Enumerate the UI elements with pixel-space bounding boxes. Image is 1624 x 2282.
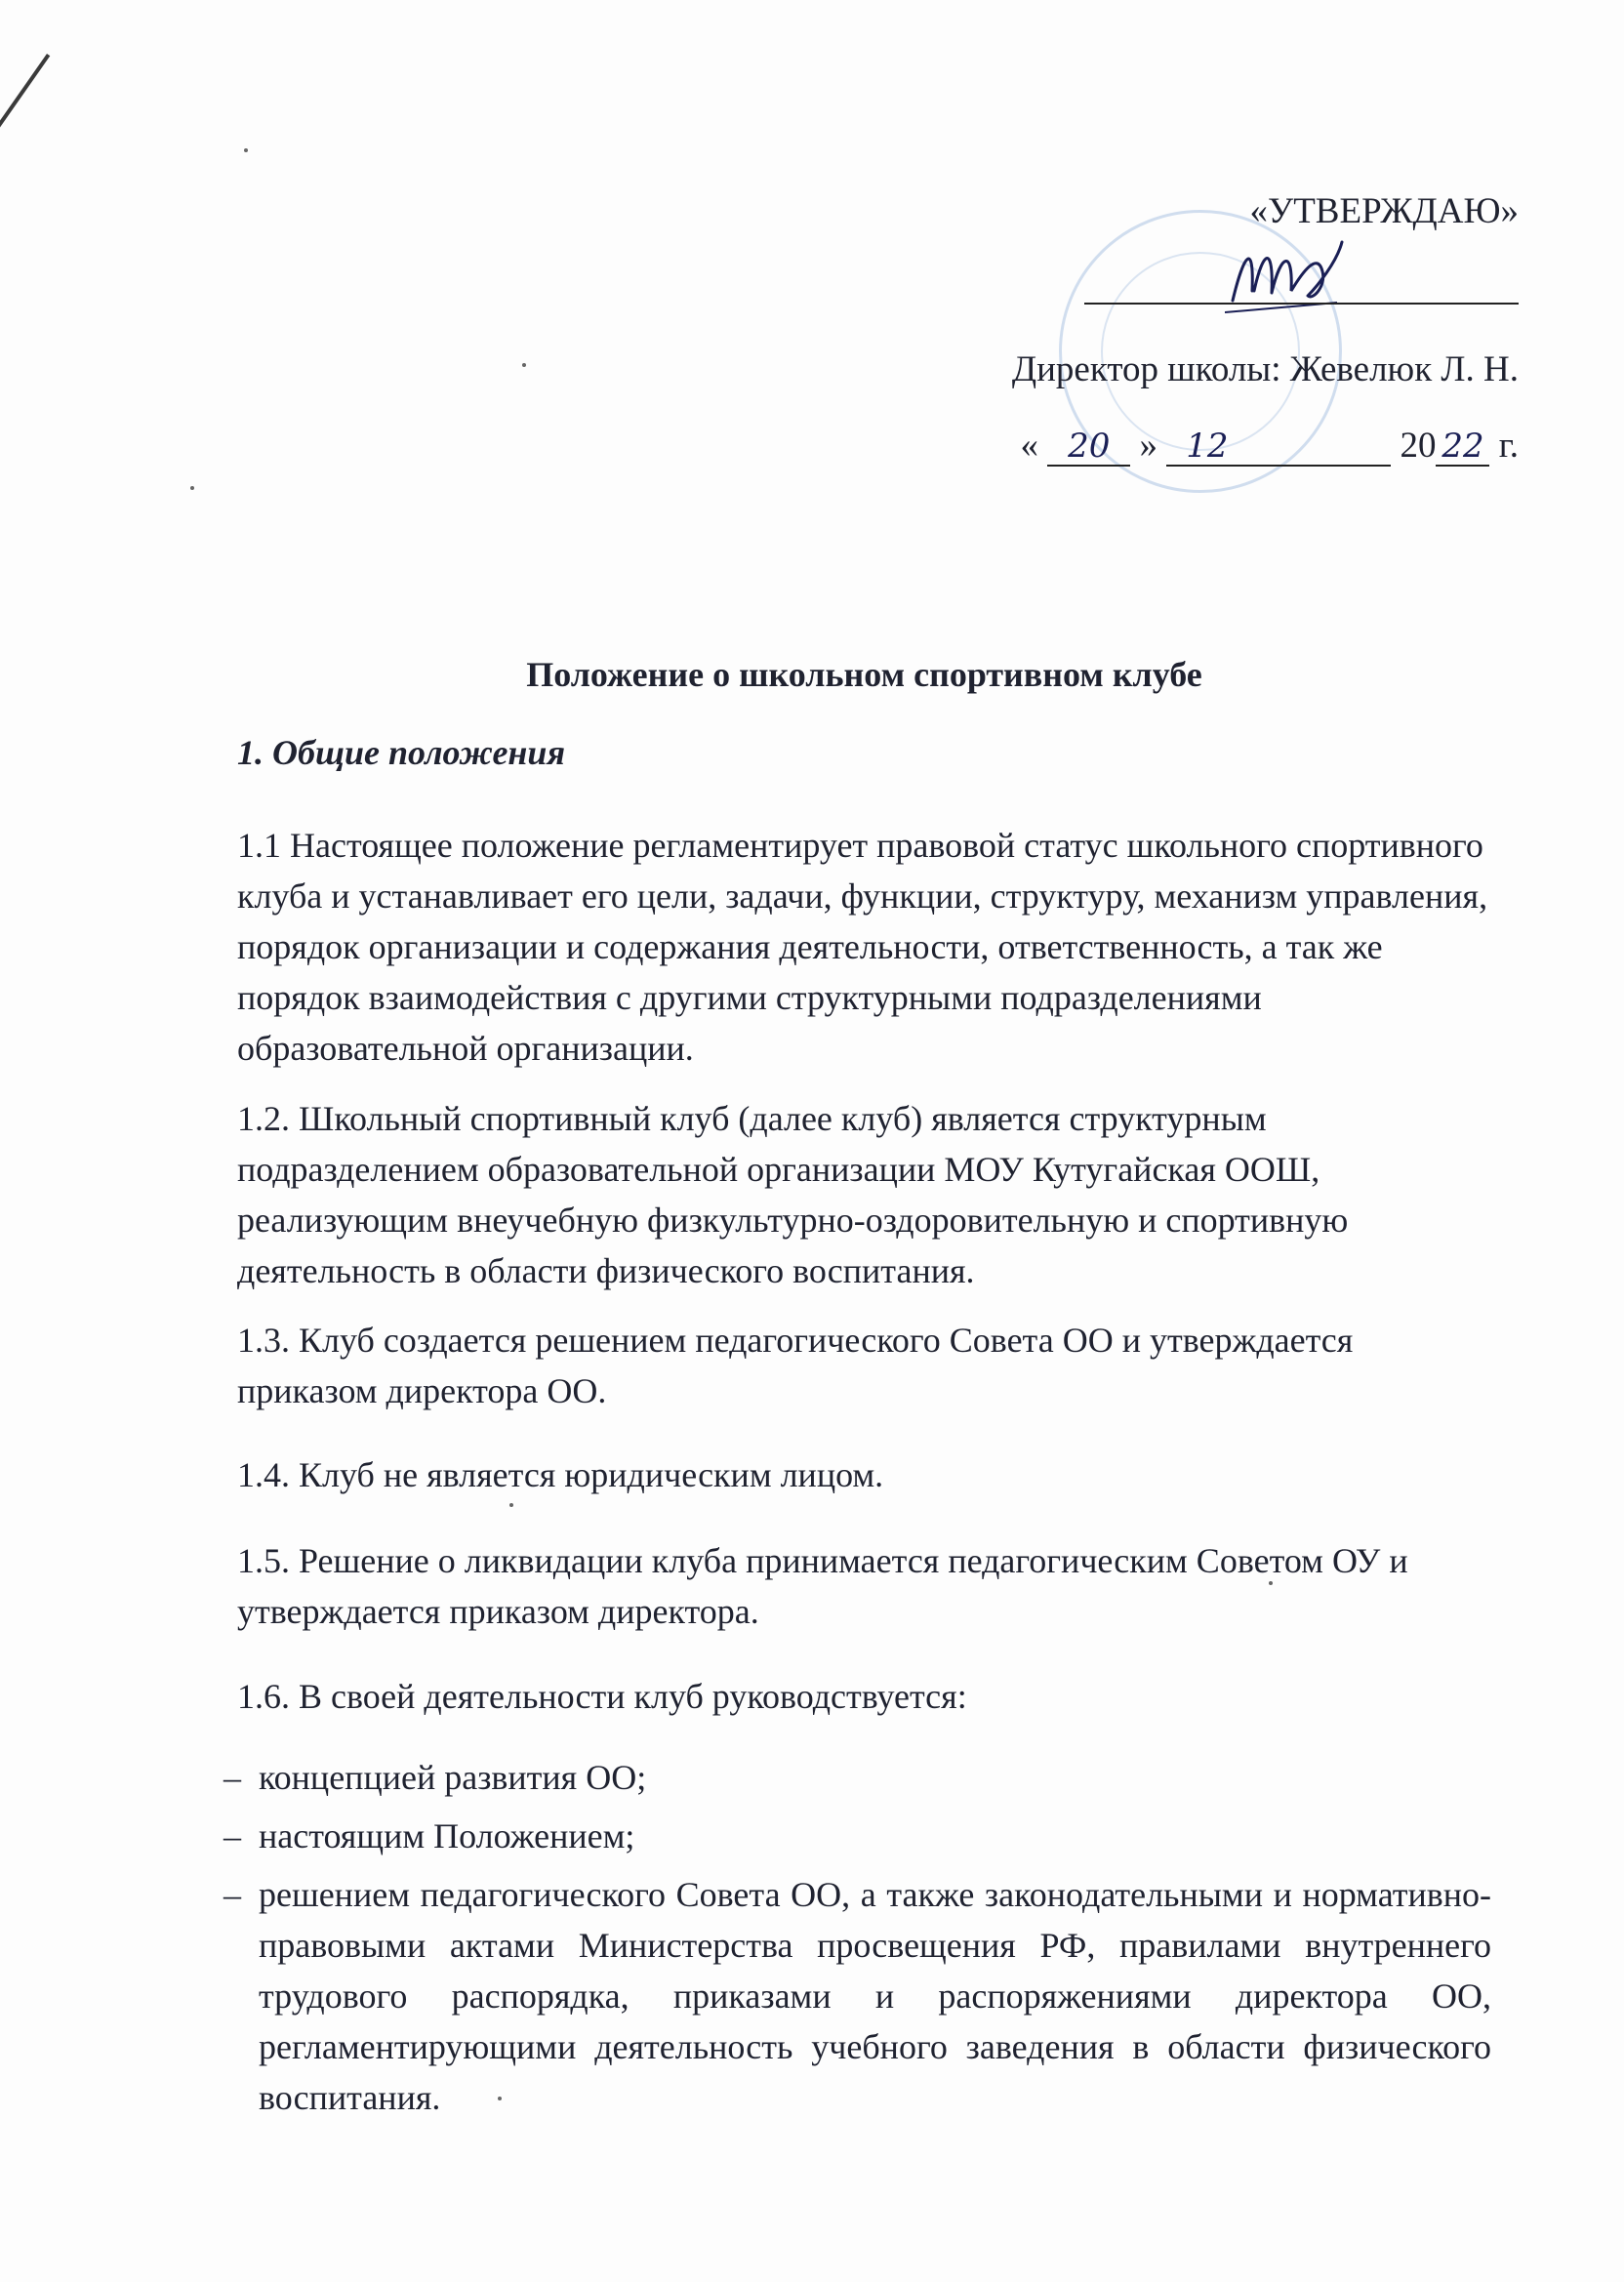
guidance-list (223, 1752, 1491, 2131)
date-month: 12 (1166, 429, 1391, 467)
date-day: 20 (1047, 429, 1130, 467)
date-close-quote: » (1139, 426, 1157, 466)
director-name: Директор школы: Жевелюк Л. Н. (1011, 349, 1519, 389)
date-open-quote: « (1020, 426, 1038, 466)
scan-artifact-dot (190, 486, 194, 490)
scan-artifact-stroke (0, 54, 50, 136)
approval-date (1020, 425, 1519, 468)
list-item: – решением педагогического Совета ОО, а также законодательными и нормативно-правовыми актами Министерства просвещения РФ, правилами внутреннего трудового распорядка, приказами и распоряжениями директора ОО, регламентирующими деятельность учебного заведения в области физического воспитания. (223, 1869, 1491, 2123)
scan-artifact-dot (509, 1503, 513, 1507)
document-title: Положение о школьном спортивном клубе (526, 655, 1202, 694)
date-year-suffix: 22 (1436, 429, 1489, 467)
paragraph-1-4: 1.4. Клуб не является юридическим лицом. (237, 1455, 884, 1494)
signature-mark (1225, 232, 1352, 330)
scan-artifact-dot (244, 148, 248, 152)
paragraph-1-5: 1.5. Решение о ликвидации клуба принимается педагогическим Советом ОУ и утверждается приказом директора. (237, 1541, 1408, 1631)
list-item: – настоящим Положением; (223, 1811, 1491, 1861)
signature-line (1084, 303, 1519, 305)
date-year-prefix: 20 (1400, 426, 1437, 466)
paragraph-1-2: 1.2. Школьный спортивный клуб (далее клуб) является структурным подразделением образовательной организации МОУ Кутугайская ООШ, реализующим внеучебную физкультурно-оздоровительную и спортивную деятельность в области физического воспитания. (237, 1099, 1349, 1290)
scan-artifact-dot (522, 363, 526, 367)
approval-title: «УТВЕРЖДАЮ» (1249, 191, 1519, 231)
section-heading: 1. Общие положения (237, 733, 565, 772)
list-item: – концепцией развития ОО; (223, 1752, 1491, 1803)
paragraph-1-1: 1.1 Настоящее положение регламентирует правовой статус школьного спортивного клуба и устанавливает его цели, задачи, функции, структуру, механизм управления, порядок организации и содержания деятельности, ответственность, а так же порядок взаимодействия с другими структурными подразделениями образовательной организации. (237, 826, 1488, 1068)
paragraph-1-6: 1.6. В своей деятельности клуб руководствуется: (237, 1677, 967, 1716)
paragraph-1-3: 1.3. Клуб создается решением педагогического Совета ОО и утверждается приказом директора ОО. (237, 1321, 1354, 1410)
date-year-unit: г. (1498, 426, 1519, 466)
